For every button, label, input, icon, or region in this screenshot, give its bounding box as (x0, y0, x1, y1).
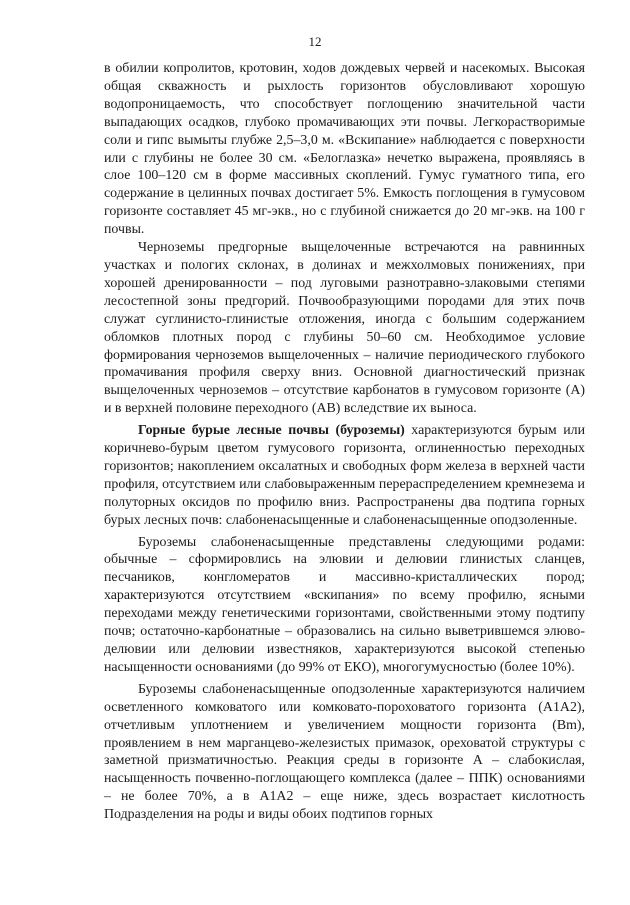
paragraph-1: в обилии копролитов, кротовин, ходов дождевых червей и насекомых. Высокая общая скважность и рыхлость горизонтов обусловливают хорошую водопроницаемость, что способствует поглощению значительной части выпадающих осадков, глубоко промачивающих эти почвы. Легкорастворимые соли и гипс вымыты глубже 2,5–3,0 м. «Вскипание» наблюдается с поверхности или с глубины не более 30 см. «Белоглазка» нечетко выражена, проявляясь в слое 100–120 см в форме массивных скоплений. Гумус гуматного типа, его содержание в целинных почвах достигает 5%. Емкость поглощения в гумусовом горизонте составляет 45 мг-экв., но с глубиной снижается до 20 мг-экв. на 100 г почвы. (104, 61, 585, 238)
paragraph-5: Буроземы слабоненасыщенные оподзоленные характеризуются наличием осветленного комковатого или комковато-пороховатого горизонта (А1А2), отчетливым уплотнением и увеличением мощности горизонта (Bm), проявлением в нем марганцево-железистых примазок, ореховатой структуры с заметной призматичностью. Реакция среды в горизонте А – слабокислая, насыщенность почвенно-поглощающего комплекса (далее – ППК) основаниями – не более 70%, а в А1А2 – еще ниже, здесь возрастает кислотность Подразделения на роды и виды обоих подтипов горных (104, 681, 585, 823)
paragraph-2: Черноземы предгорные выщелоченные встречаются на равнинных участках и пологих склонах, в долинах и межхолмовых понижениях, при хорошей дренированности – под луговыми разнотравно-злаковыми степями лесостепной зоны предгорий. Почвообразующими породами для этих почв служат суглинисто-глинистые отложения, иногда с большим содержанием обломков плотных пород с глубины 50–60 см. Необходимое условие формирования черноземов выщелоченных – наличие периодического глубокого промачивания профиля сверху вниз. Основной диагностический признак выщелоченных черноземов – отсутствие карбонатов в гумусовом горизонте (А) и в верхней половине переходного (АВ) вследствие их выноса. (104, 240, 585, 417)
paragraph-3-text: характеризуются бурым или коричнево-бурым цветом гумусового горизонта, оглиненностью переходных горизонтов; накоплением оксалатных и свободных форм железа в верхней части профиля, отсутствием или слабовыраженным перераспределением кремнезема и полуторных оксидов по профилю вниз. Распространены два подтипа горных бурых лесных почв: слабоненасыщенные и слабоненасыщенные оподзоленные. (104, 423, 586, 528)
section-heading-brown-forest-soils: Горные бурые лесные почвы (бурoземы) (138, 423, 405, 439)
paragraph-3 (104, 422, 585, 529)
paragraph-4: Буроземы слабоненасыщенные представлены следующими родами: обычные – сформировлись на элювии и делювии глинистых сланцев, песчаников, конгломератов и массивно-кристаллических пород; характеризуются отсутствием «вскипания» по всему профилю, ясными переходами между генетическими горизонтами, свойственными этому подтипу почв; остаточно-карбонатные – образовались на сильно выветрившемся элюво-делювии или делювии известняков, характеризуются высокой степенью насыщенности основаниями (до 99% от ЕКО), многогумусностью (более 10%). (104, 534, 585, 675)
body-text (104, 60, 585, 824)
page-number: 12 (308, 34, 322, 49)
